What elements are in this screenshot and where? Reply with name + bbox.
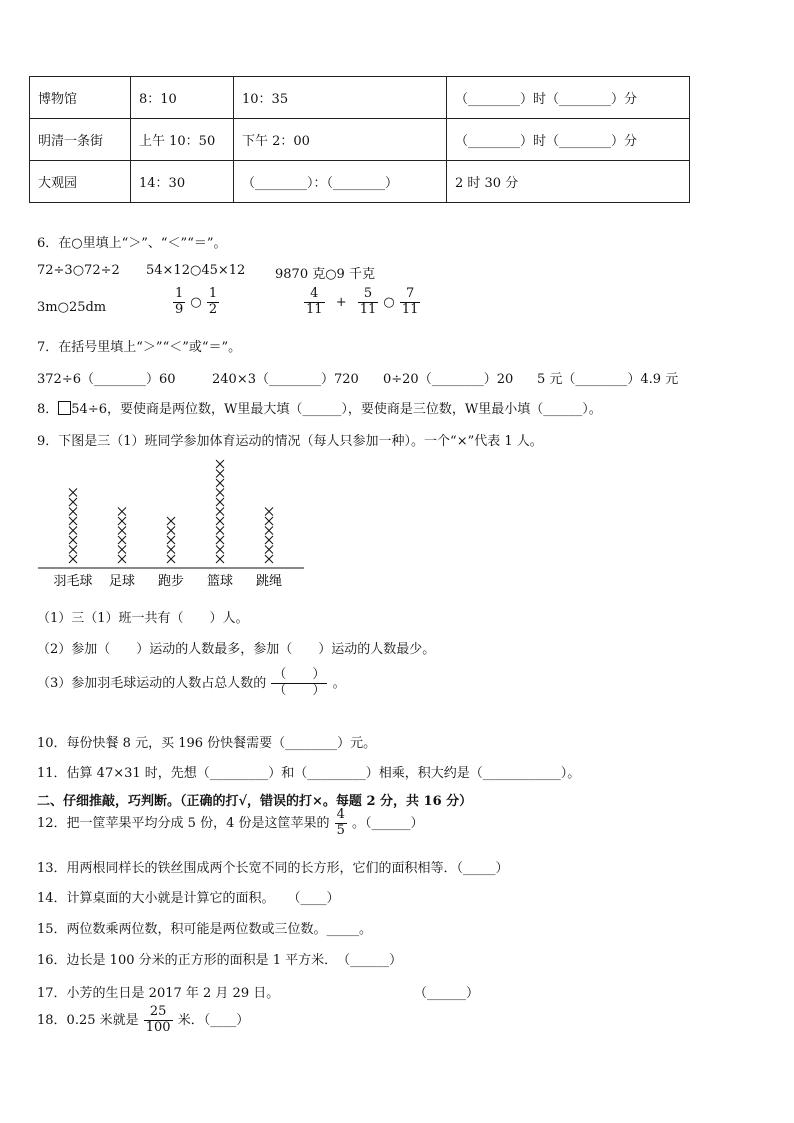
tally-mark — [167, 517, 175, 525]
tally-mark — [167, 527, 175, 535]
tally-column — [167, 517, 175, 563]
table-cell: 上午 10：50 — [131, 119, 234, 161]
question-14: 14．计算桌面的大小就是计算它的面积。 （____） — [37, 891, 340, 906]
q7-item-c: 0÷20（________）20 — [383, 372, 514, 387]
q7-item-a: 372÷6（________）60 — [37, 372, 176, 387]
tally-mark — [216, 470, 224, 478]
tally-mark — [118, 555, 126, 563]
question-11: 11．估算 47×31 时，先想（_________）和（_________）相乘，积大约是（____________）。 — [37, 766, 581, 781]
table-cell: 8：10 — [131, 77, 234, 119]
q6-item-b: 54×12○45×12 — [146, 263, 246, 278]
tally-mark — [69, 498, 77, 506]
tally-mark — [216, 489, 224, 497]
q6-item-e: $\frac{1}{9}$ ○ $\frac{1}{2}$ — [175, 286, 218, 317]
table-cell: （________）时（________）分 — [447, 119, 690, 161]
fraction: $\frac{( )}{( )}$ — [273, 667, 326, 698]
table-cell: （________）时（________）分 — [447, 77, 690, 119]
table-row — [30, 77, 690, 119]
tally-mark — [69, 536, 77, 544]
question-13: 13．用两根同样长的铁丝围成两个长宽不同的长方形，它们的面积相等．（_____） — [37, 861, 509, 876]
q6-item-f: $\frac{4}{11}$ + $\frac{5}{11}$ ○ $\frac{7}{11}$ — [306, 286, 419, 317]
table-row — [30, 161, 690, 203]
tally-column — [118, 508, 126, 564]
fraction: $\frac{1}{2}$ — [208, 286, 218, 317]
tally-mark — [69, 527, 77, 535]
question-17-blank: （______） — [414, 986, 480, 1001]
time-table — [29, 76, 690, 203]
table-cell: （________）：（________） — [234, 161, 447, 203]
question-17: 17．小芳的生日是 2017 年 2 月 29 日。 — [37, 986, 280, 1001]
tally-mark — [167, 555, 175, 563]
section-heading: 二、仔细推敲，巧判断。（正确的打√，错误的打×。每题 2 分，共 16 分） — [37, 794, 473, 809]
tally-mark — [216, 546, 224, 554]
tally-mark — [265, 555, 273, 563]
question-16: 16．边长是 100 分米的正方形的面积是 1 平方米． （______） — [37, 953, 403, 968]
blank-box-icon — [58, 401, 71, 415]
question-6-title: 6．在○里填上“＞”、“＜”“＝”。 — [37, 236, 227, 251]
tally-mark — [265, 546, 273, 554]
category-label: 篮球 — [206, 574, 234, 589]
tally-mark — [69, 555, 77, 563]
tally-mark — [265, 508, 273, 516]
fraction: $\frac{5}{11}$ — [359, 286, 377, 317]
table-cell: 下午 2：00 — [234, 119, 447, 161]
fraction: $\frac{4}{11}$ — [306, 286, 323, 317]
fraction: $\frac{1}{9}$ — [175, 286, 184, 317]
tally-mark — [216, 555, 224, 563]
table-cell: 博物馆 — [30, 77, 131, 119]
tally-mark — [69, 517, 77, 525]
q9-sub-1: （1）三（1）班一共有（ ）人。 — [37, 611, 249, 626]
q6-item-c: 9870 克○9 千克 — [275, 267, 375, 282]
tally-mark — [216, 517, 224, 525]
q9-sub-2: （2）参加（ ）运动的人数最多，参加（ ）运动的人数最少。 — [37, 642, 436, 657]
tally-mark — [118, 527, 126, 535]
table-cell: 2 时 30 分 — [447, 161, 690, 203]
tally-column — [265, 508, 273, 564]
tally-chart — [36, 455, 308, 591]
table-cell: 明清一条街 — [30, 119, 131, 161]
tally-mark — [216, 479, 224, 487]
tally-mark — [69, 508, 77, 516]
tally-mark — [265, 527, 273, 535]
tally-mark — [167, 536, 175, 544]
q6-item-a: 72÷3○72÷2 — [37, 263, 120, 278]
tally-mark — [216, 527, 224, 535]
tally-mark — [216, 498, 224, 506]
fraction: $\frac{7}{11}$ — [401, 286, 419, 317]
category-label: 跳绳 — [255, 574, 283, 589]
q7-item-d: 5 元（________）4.9 元 — [537, 372, 679, 387]
question-10: 10．每份快餐 8 元，买 196 份快餐需要（________）元。 — [37, 736, 377, 751]
question-9-title: 9．下图是三（1）班同学参加体育运动的情况（每人只参加一种）。一个“×”代表 1 人。 — [37, 434, 543, 449]
tally-mark — [118, 508, 126, 516]
tally-mark — [265, 517, 273, 525]
tally-mark — [118, 536, 126, 544]
tally-mark — [69, 489, 77, 497]
tally-column — [69, 489, 77, 564]
tally-mark — [216, 536, 224, 544]
category-label: 跑步 — [157, 574, 185, 589]
q9-sub-3: （3）参加羽毛球运动的人数占总人数的 $\frac{( )}{( )}$ 。 — [37, 667, 346, 698]
table-cell: 10：35 — [234, 77, 447, 119]
tally-mark — [216, 508, 224, 516]
category-label: 羽毛球 — [53, 574, 93, 589]
tally-mark — [118, 517, 126, 525]
question-7-title: 7．在括号里填上“＞”“＜”或“＝”。 — [37, 340, 242, 355]
tally-mark — [69, 546, 77, 554]
question-15: 15．两位数乘两位数，积可能是两位数或三位数。_____。 — [37, 922, 373, 937]
question-12: 12．把一筐苹果平均分成 5 份，4 份是这筐苹果的 $\frac{4}{5}$ 。（______） — [37, 807, 424, 838]
question-18: 18．0.25 米就是 $\frac{25}{100}$ 米．（____） — [37, 1004, 250, 1035]
category-label: 足球 — [108, 574, 136, 589]
fraction: $\frac{25}{100}$ — [145, 1004, 171, 1035]
tally-column — [216, 460, 224, 563]
tally-mark — [167, 546, 175, 554]
q6-item-d: 3m○25dm — [37, 300, 107, 315]
fraction: $\frac{4}{5}$ — [336, 807, 345, 838]
table-cell: 大观园 — [30, 161, 131, 203]
tally-mark — [118, 546, 126, 554]
tally-mark — [216, 460, 224, 468]
table-cell: 14：30 — [131, 161, 234, 203]
tally-mark — [265, 536, 273, 544]
table-row — [30, 119, 690, 161]
question-8: 8． 54÷6，要使商是两位数，W里最大填（______），要使商是三位数，W里最小填（______）。 — [37, 402, 602, 417]
q7-item-b: 240×3（________）720 — [212, 372, 359, 387]
